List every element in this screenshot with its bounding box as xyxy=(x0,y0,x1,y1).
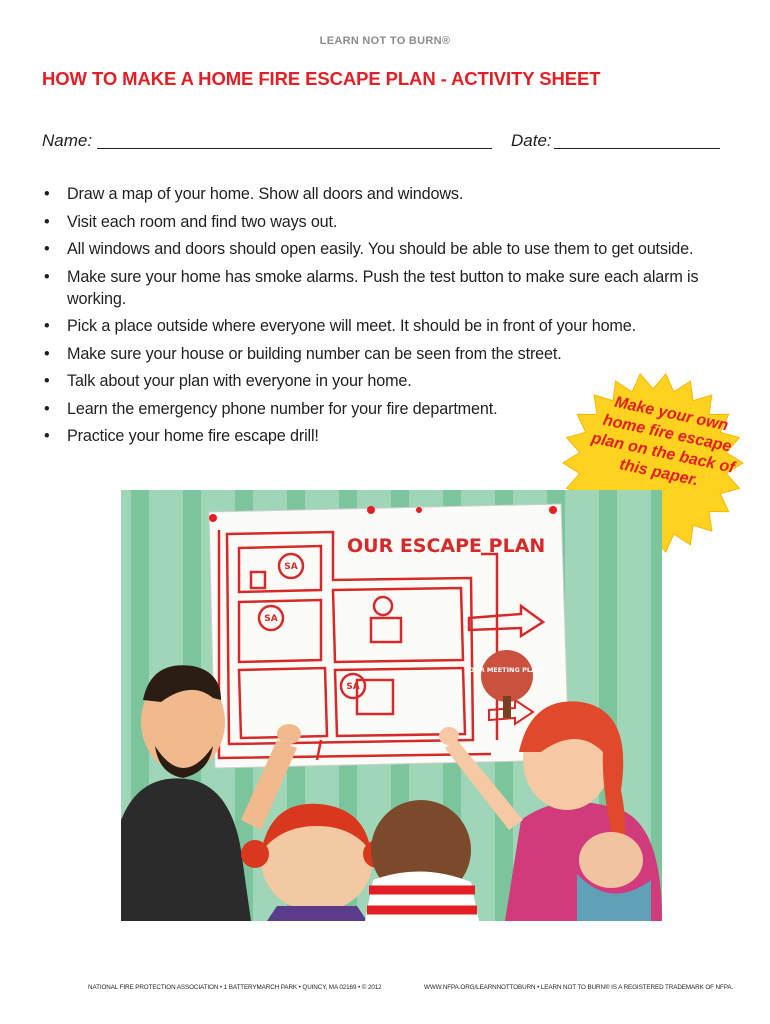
meeting-place-label: OUR MEETING PLACE xyxy=(468,666,546,674)
bullet: • xyxy=(44,372,50,390)
task-text: Make sure your house or building number can be seen from the street. xyxy=(67,344,562,363)
brand-header: LEARN NOT TO BURN® xyxy=(319,35,451,47)
list-item xyxy=(42,315,742,337)
bullet: • xyxy=(44,427,50,445)
bullet: • xyxy=(44,240,50,258)
escape-plan-poster xyxy=(209,504,569,768)
task-text: All windows and doors should open easily. You should be able to use them to get outside. xyxy=(67,240,694,258)
smoke-alarm-label: SA xyxy=(346,682,360,692)
bullet: • xyxy=(44,344,50,363)
smoke-alarm-label: SA xyxy=(284,562,298,572)
task-text: Talk about your plan with everyone in your home. xyxy=(67,372,412,390)
bullet: • xyxy=(44,317,50,335)
footer-address: NATIONAL FIRE PROTECTION ASSOCIATION • 1 BATTERYMARCH PARK • QUINCY, MA 02169 • © 2012 xyxy=(88,984,382,991)
task-text: Pick a place outside where everyone will meet. It should be in front of your home. xyxy=(67,317,636,335)
poster-title: OUR ESCAPE PLAN xyxy=(347,535,546,557)
smoke-alarm-label: SA xyxy=(264,614,278,624)
footer-website: WWW.NFPA.ORG/LEARNNOTTOBURN • LEARN NOT TO BURN® IS A REGISTERED TRADEMARK OF NFPA. xyxy=(424,984,734,991)
bullet: • xyxy=(44,399,50,418)
task-text: Practice your home fire escape drill! xyxy=(67,427,319,445)
list-item xyxy=(42,266,727,310)
list-item xyxy=(42,343,742,365)
bullet: • xyxy=(44,212,50,231)
bullet: • xyxy=(44,267,50,286)
task-text: Visit each room and find two ways out. xyxy=(67,212,338,231)
name-field[interactable] xyxy=(97,148,492,149)
list-item xyxy=(42,211,742,233)
list-item xyxy=(42,238,742,260)
name-label: Name: xyxy=(42,131,93,150)
escape-plan-illustration xyxy=(121,490,662,921)
bullet: • xyxy=(44,185,50,203)
list-item xyxy=(42,183,742,205)
task-text: Draw a map of your home. Show all doors and windows. xyxy=(67,185,464,203)
task-text: Learn the emergency phone number for your fire department. xyxy=(67,399,498,418)
task-text: Make sure your home has smoke alarms. Push the test button to make sure each alarm is working. xyxy=(67,267,699,308)
callout-text: Make your own home fire escape plan on the back of this paper. xyxy=(589,393,737,490)
page-title: HOW TO MAKE A HOME FIRE ESCAPE PLAN - ACTIVITY SHEET xyxy=(42,68,601,89)
date-label: Date: xyxy=(511,131,552,150)
date-field[interactable] xyxy=(554,148,720,149)
